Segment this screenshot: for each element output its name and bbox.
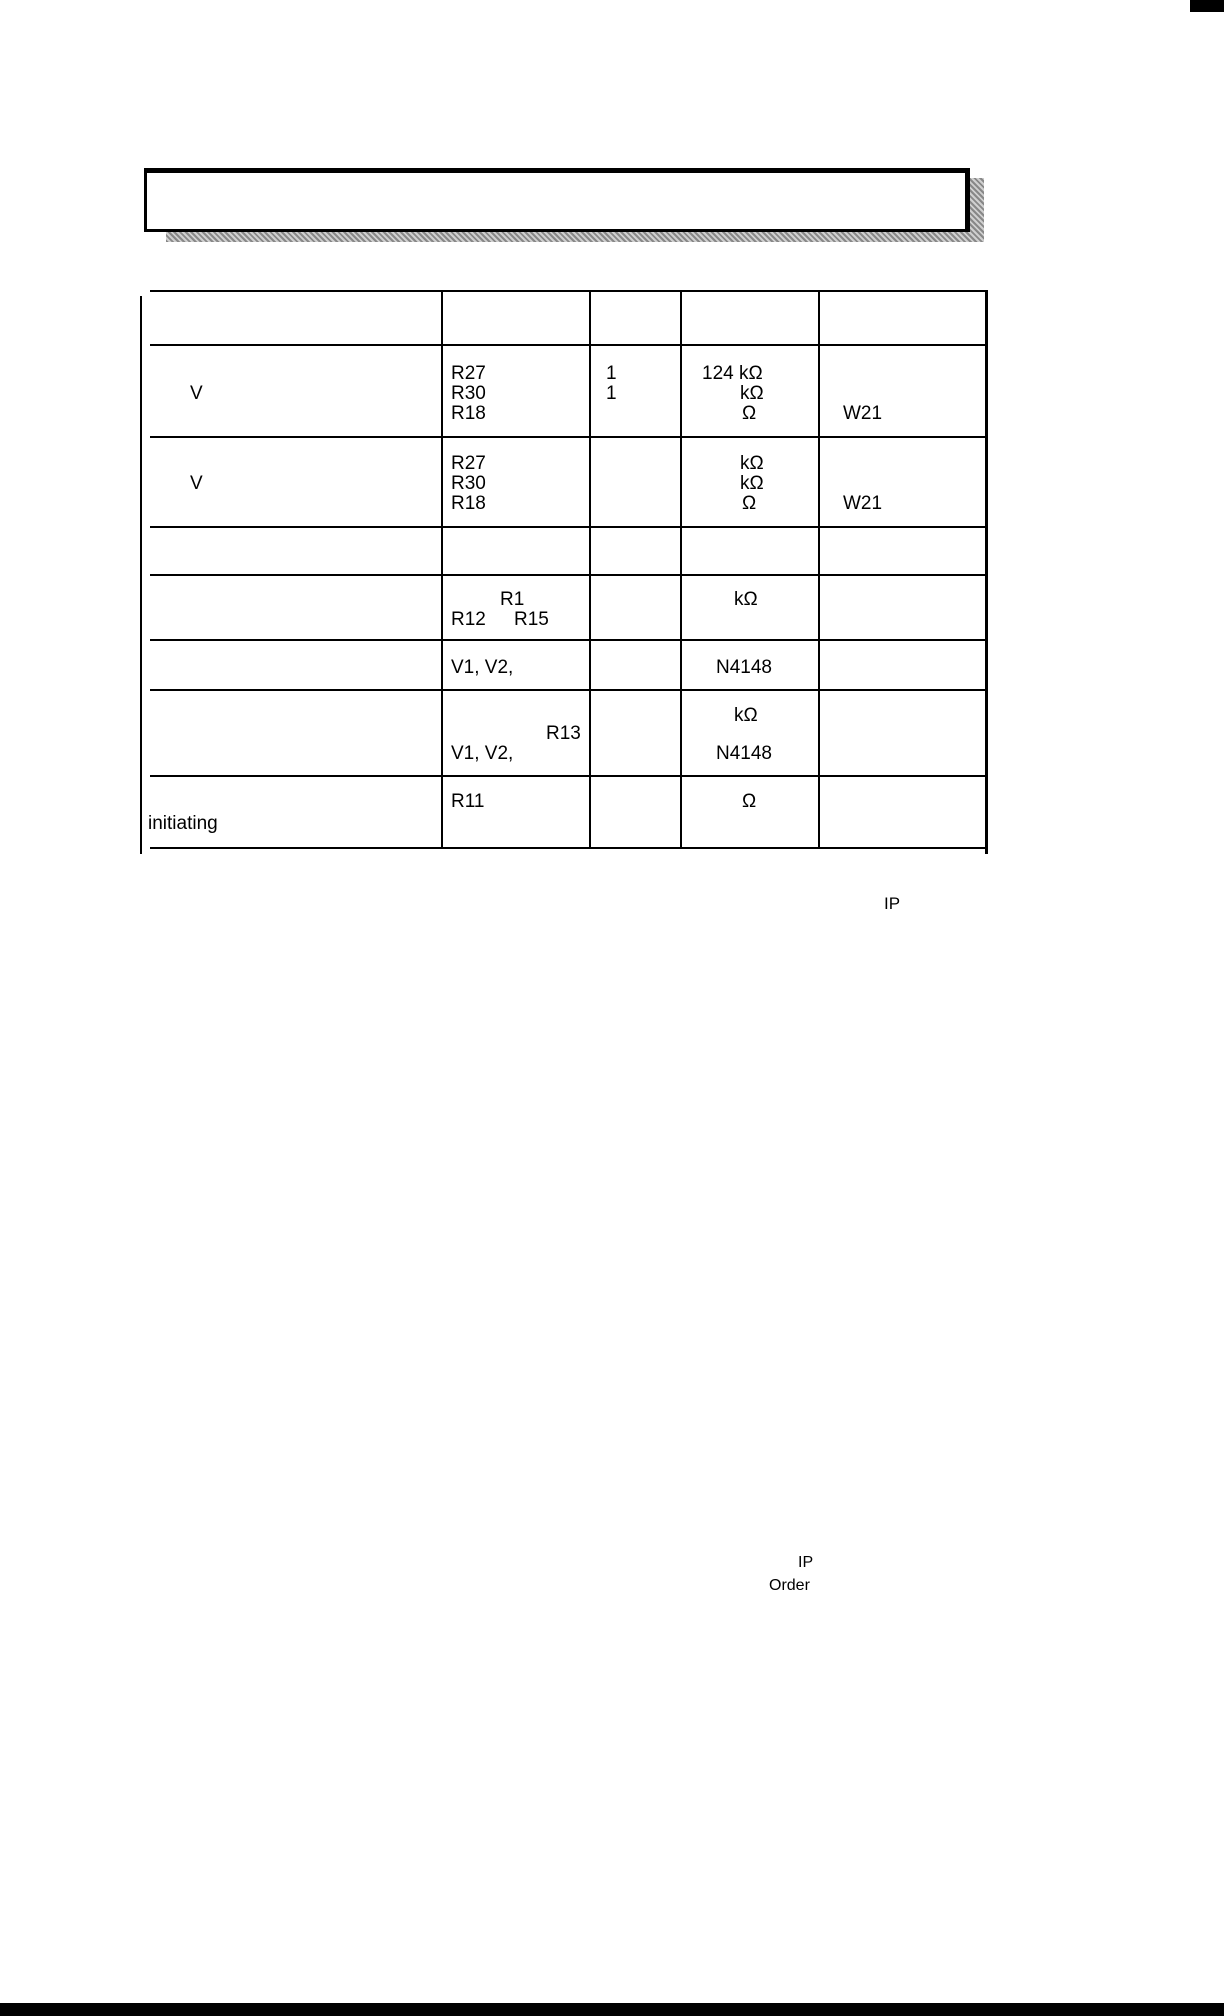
row-description: initiating	[148, 813, 218, 834]
row-value: kΩ	[740, 473, 764, 494]
table-left-border	[140, 296, 142, 854]
row-item: R15	[514, 609, 549, 630]
row-value: N4148	[716, 743, 772, 764]
corner-registration-mark	[1190, 0, 1224, 12]
table-row-rule	[150, 436, 986, 438]
row-item: R18	[451, 403, 486, 424]
row-description: V	[190, 383, 203, 404]
row-item: R27	[451, 453, 486, 474]
row-value: Ω	[742, 403, 757, 424]
table-bottom-rule	[150, 847, 986, 849]
row-value: Ω	[742, 493, 757, 514]
bottom-edge-bar	[0, 2003, 1224, 2016]
row-description: V	[190, 473, 203, 494]
footnote-ip: IP	[884, 894, 901, 913]
row-value: N4148	[716, 657, 772, 678]
row-item: R30	[451, 473, 486, 494]
column-divider	[441, 290, 443, 849]
column-divider	[680, 290, 682, 849]
row-item: R18	[451, 493, 486, 514]
row-item: R1	[500, 589, 525, 610]
column-divider	[589, 290, 591, 849]
table-row-rule	[150, 689, 986, 691]
row-item: V1, V2,	[451, 743, 514, 764]
table-header-rule	[150, 344, 986, 346]
row-item: R12	[451, 609, 486, 630]
column-divider	[818, 290, 820, 849]
row-qty: 1	[606, 383, 617, 404]
row-item: R13	[546, 723, 581, 744]
row-value: kΩ	[740, 383, 764, 404]
table-row-rule	[150, 639, 986, 641]
table-right-border	[985, 290, 988, 854]
row-value: Ω	[742, 791, 757, 812]
table-row-rule	[150, 526, 986, 528]
footnote-order: Order	[769, 1577, 810, 1594]
title-box	[144, 168, 970, 232]
row-item: R30	[451, 383, 486, 404]
row-value: kΩ	[740, 453, 764, 474]
footnote-ip: IP	[798, 1554, 814, 1571]
title-box-notch	[172, 222, 224, 228]
table-top-rule	[150, 290, 986, 292]
table-row-rule	[150, 775, 986, 777]
row-value: 124 kΩ	[702, 363, 763, 384]
row-item: R27	[451, 363, 486, 384]
table-row-rule	[150, 574, 986, 576]
row-item: R11	[451, 791, 485, 812]
row-note: W21	[843, 493, 883, 514]
row-value: kΩ	[734, 705, 758, 726]
row-item: V1, V2,	[451, 657, 514, 678]
row-qty: 1	[606, 363, 617, 384]
row-note: W21	[843, 403, 883, 424]
row-value: kΩ	[734, 589, 758, 610]
